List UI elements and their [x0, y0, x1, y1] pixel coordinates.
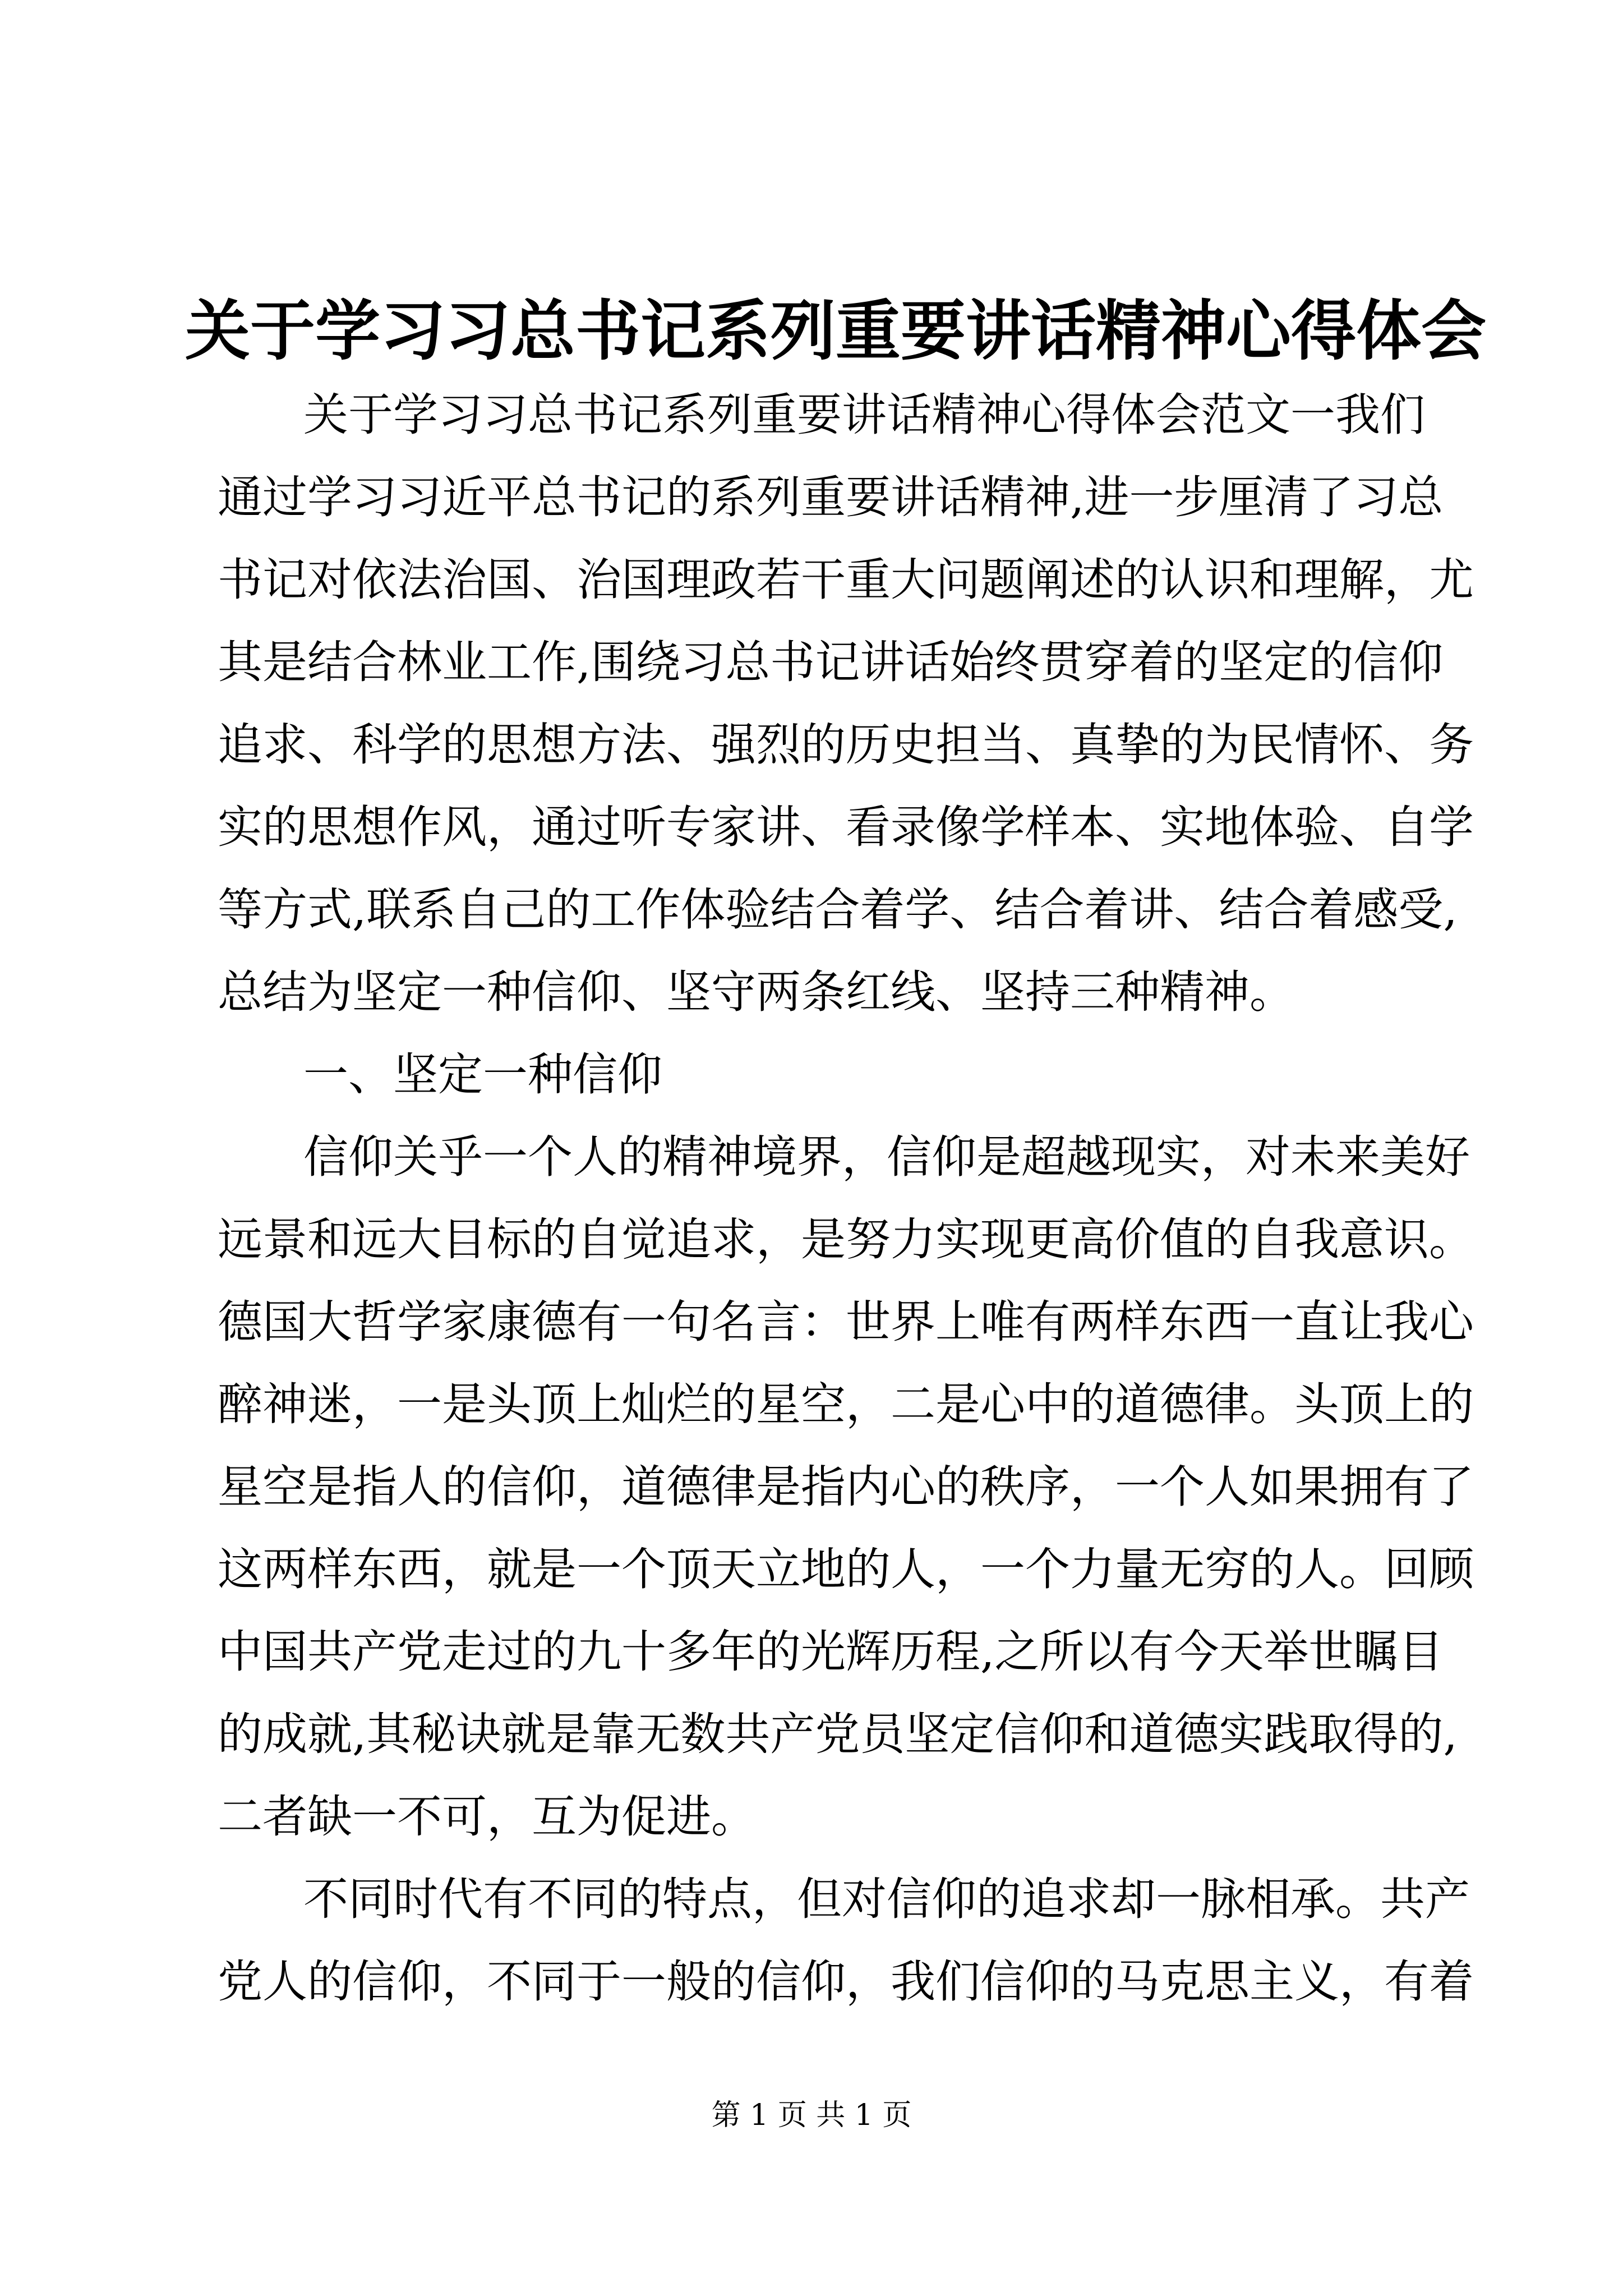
body-line: 德国大哲学家康德有一句名言：世界上唯有两样东西一直让我心 — [218, 1296, 1474, 1348]
body-line: 醉神迷，一是头顶上灿烂的星空，二是心中的道德律。头顶上的 — [218, 1378, 1474, 1430]
body-line: 二者缺一不可，互为促进。 — [218, 1791, 756, 1843]
body-line: 通过学习习近平总书记的系列重要讲话精神,进一步厘清了习总 — [218, 471, 1444, 523]
body-line: 星空是指人的信仰，道德律是指内心的秩序，一个人如果拥有了 — [218, 1461, 1474, 1513]
document-title: 关于学习习总书记系列重要讲话精神心得体会 — [185, 293, 1486, 369]
body-line: 追求、科学的思想方法、强烈的历史担当、真挚的为民情怀、务 — [218, 719, 1474, 771]
page-footer: 第 1 页 共 1 页 — [711, 2099, 912, 2132]
body-line: 的成就,其秘诀就是靠无数共产党员坚定信仰和道德实践取得的, — [218, 1708, 1458, 1760]
section-heading: 一、坚定一种信仰 — [303, 1048, 662, 1101]
body-line: 总结为坚定一种信仰、坚守两条红线、坚持三种精神。 — [218, 966, 1294, 1018]
body-line: 实的思想作风，通过听专家讲、看录像学样本、实地体验、自学 — [218, 801, 1474, 853]
body-line: 信仰关乎一个人的精神境界，信仰是超越现实，对未来美好 — [303, 1131, 1470, 1183]
body-line: 中国共产党走过的九十多年的光辉历程,之所以有今天举世瞩目 — [218, 1626, 1444, 1678]
body-line: 不同时代有不同的特点，但对信仰的追求却一脉相承。共产 — [303, 1873, 1470, 1925]
body-line: 其是结合林业工作,围绕习总书记讲话始终贯穿着的坚定的信仰 — [218, 636, 1444, 688]
body-line: 远景和远大目标的自觉追求，是努力实现更高价值的自我意识。 — [218, 1213, 1474, 1266]
body-line: 这两样东西，就是一个顶天立地的人，一个力量无穷的人。回顾 — [218, 1543, 1474, 1595]
body-line: 书记对依法治国、治国理政若干重大问题阐述的认识和理解，尤 — [218, 554, 1474, 606]
body-line: 党人的信仰，不同于一般的信仰，我们信仰的马克思主义，有着 — [218, 1955, 1474, 2008]
body-line: 关于学习习总书记系列重要讲话精神心得体会范文一我们 — [303, 389, 1425, 441]
body-line: 等方式,联系自己的工作体验结合着学、结合着讲、结合着感受, — [218, 884, 1458, 936]
